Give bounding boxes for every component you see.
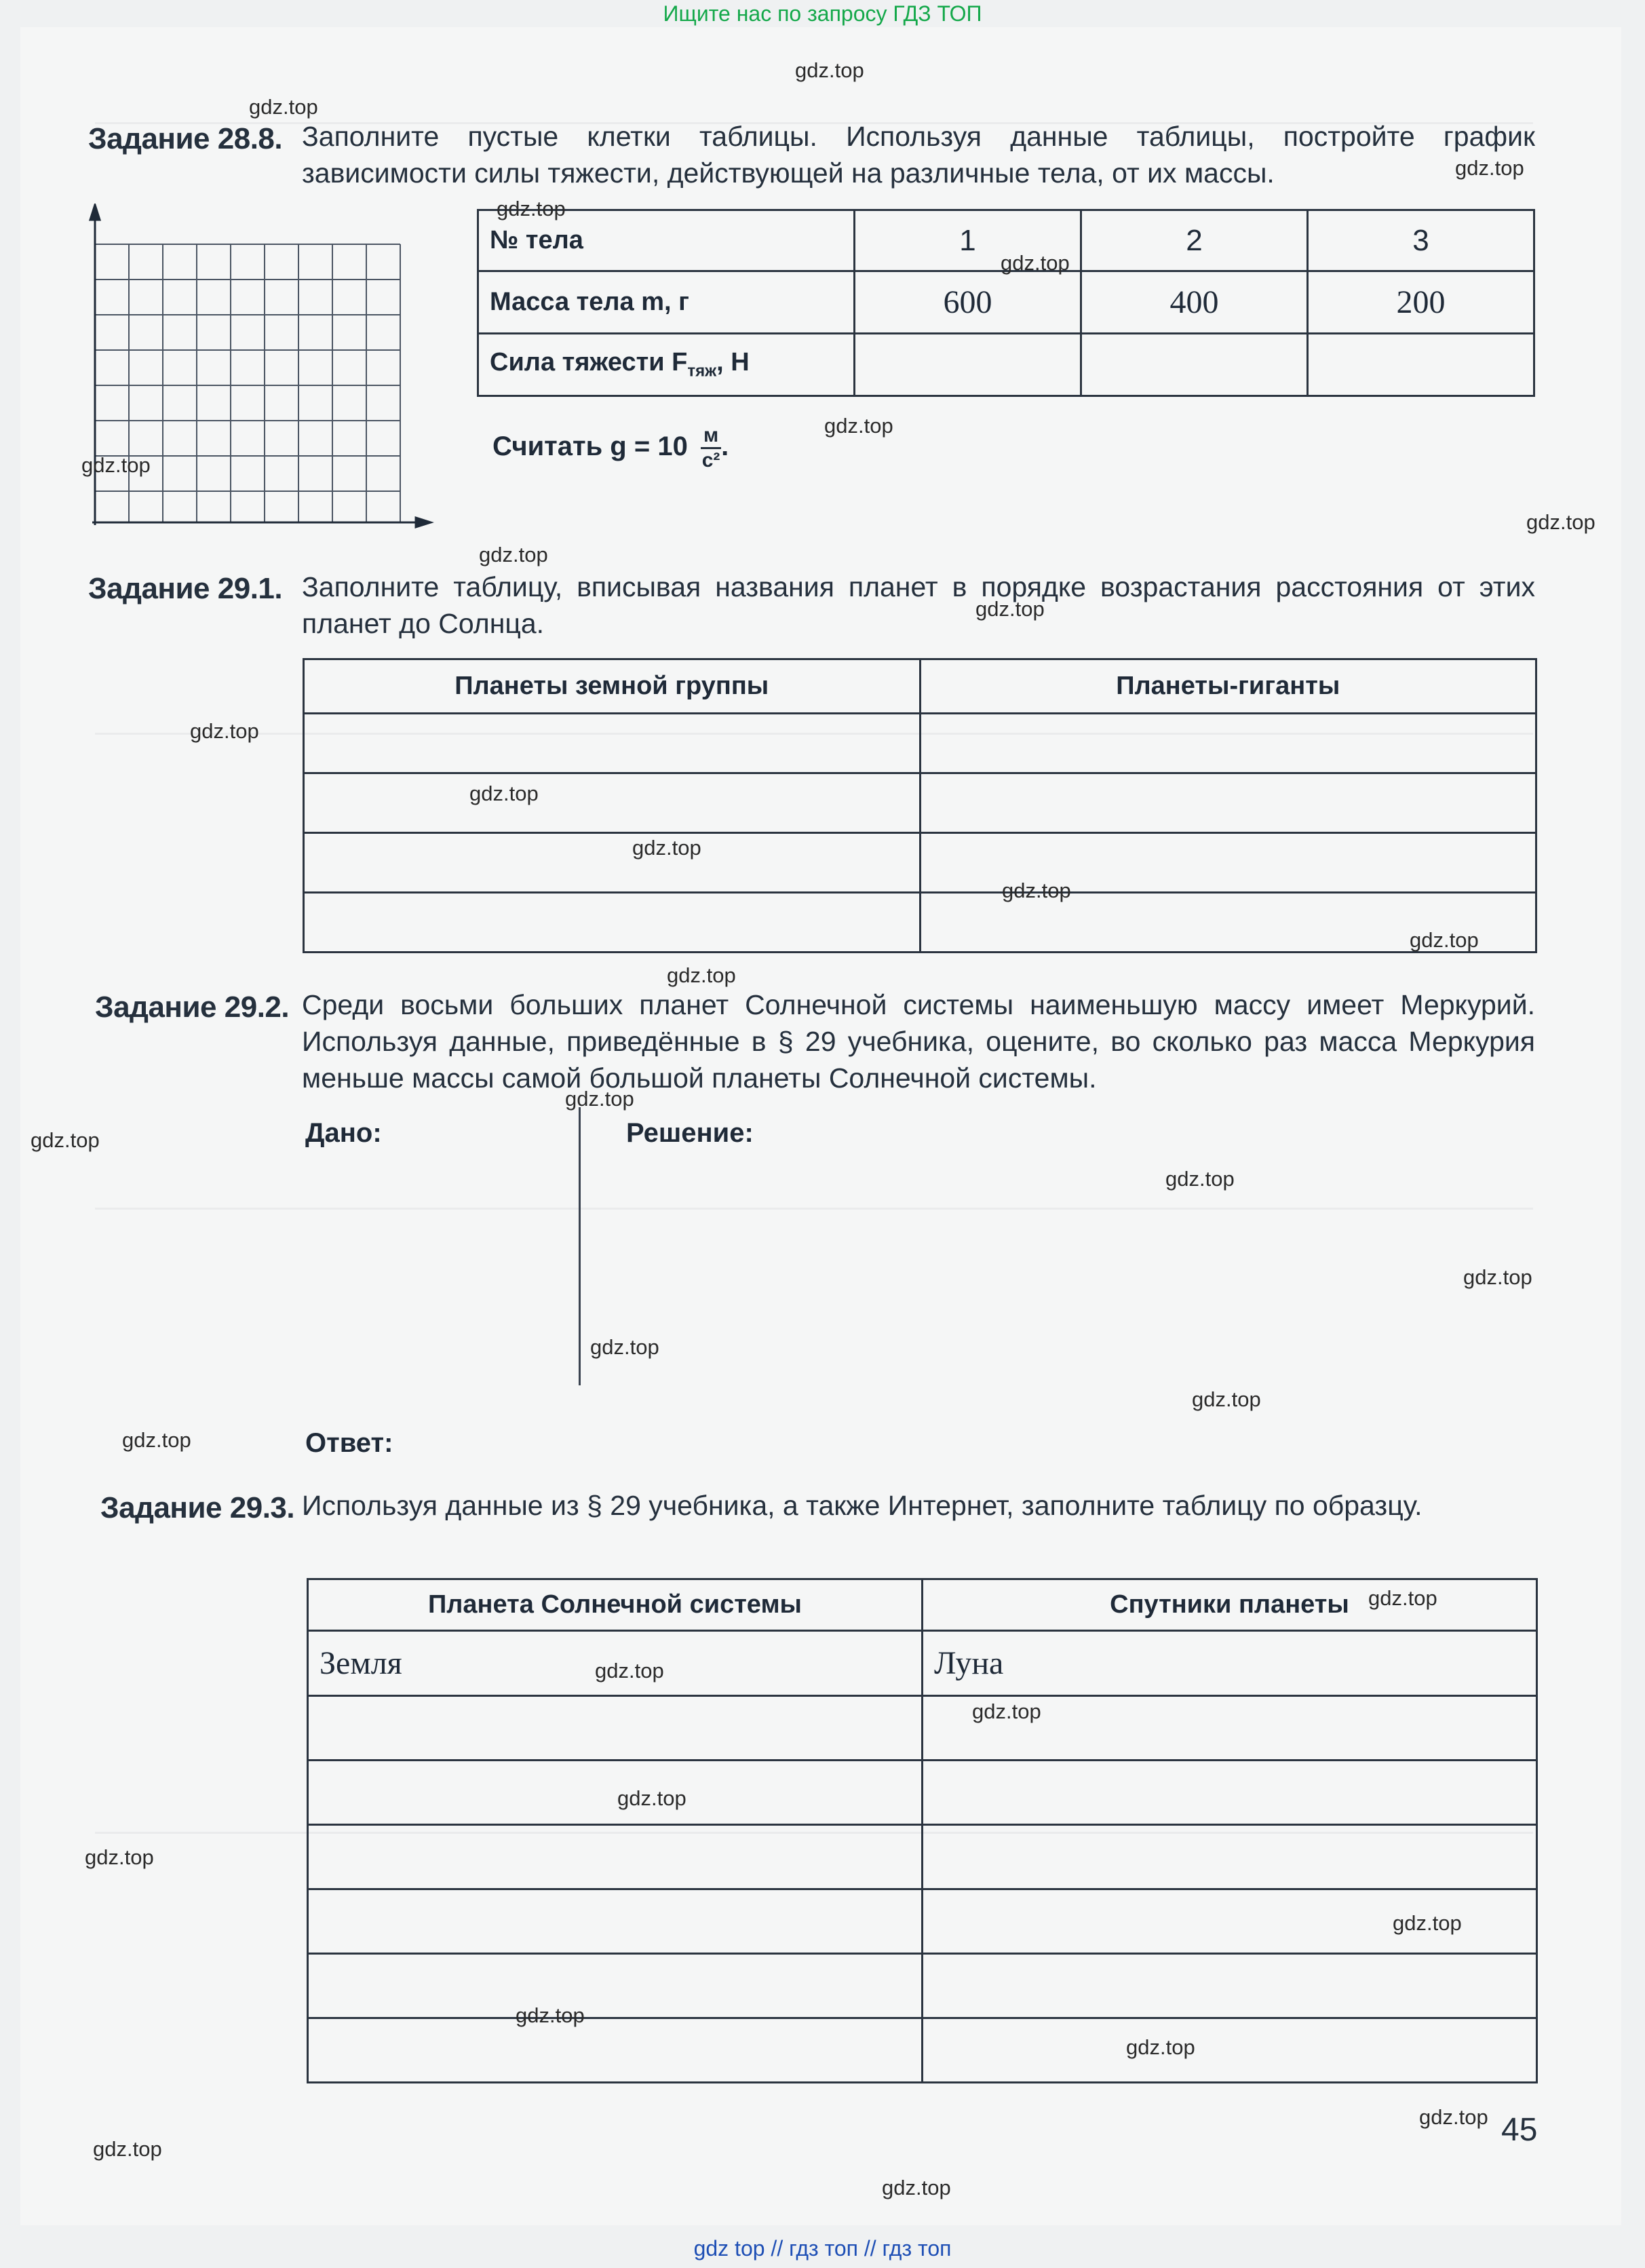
watermark: gdz.top <box>31 1128 100 1152</box>
mass-value-2[interactable]: 400 <box>1081 271 1308 334</box>
force-label-main: Сила тяжести F <box>490 348 688 377</box>
task-29-1-text: Заполните таблицу, вписывая названия планет в порядке возрастания расстояния от этих планет до Солнца. <box>302 571 1535 639</box>
task-29-2-text: Среди восьми больших планет Солнечной системы наименьшую массу имеет Меркурий. Используя данные, приведённые в § 29 учебника, оцените, во сколько раз масса Меркурия меньше массы самой большой планеты Солнечной системы. <box>302 989 1535 1094</box>
watermark: gdz.top <box>81 453 151 477</box>
task-28-8-text: Заполните пустые клетки таблицы. Используя данные таблицы, постройте график зависимости силы тяжести, действующей на различные тела, от их массы. <box>302 121 1535 189</box>
top-banner[interactable]: Ищите нас по запросу ГДЗ ТОП <box>663 1 982 26</box>
mass-force-table <box>477 209 1535 397</box>
watermark: gdz.top <box>565 1087 634 1111</box>
answer-label: Ответ: <box>305 1428 393 1458</box>
watermark: gdz.top <box>497 197 566 220</box>
watermark: gdz.top <box>85 1845 154 1869</box>
planets-cell[interactable] <box>304 714 921 773</box>
watermark: gdz.top <box>93 2137 162 2161</box>
gravity-note-numerator: м <box>701 424 721 449</box>
planets-header-giants: Планеты-гиганты <box>920 659 1536 714</box>
table-header-label: № тела <box>478 210 855 271</box>
force-value-3[interactable] <box>1308 334 1534 396</box>
mass-value-1[interactable]: 600 <box>855 271 1081 334</box>
satellites-cell[interactable] <box>308 1825 923 1889</box>
planets-cell[interactable] <box>304 833 921 893</box>
watermark: gdz.top <box>1165 1167 1235 1191</box>
task-29-1-label: Задание 29.1. <box>88 572 283 605</box>
planets-cell[interactable] <box>304 773 921 833</box>
watermark: gdz.top <box>1126 2035 1195 2059</box>
gravity-note-denominator: с² <box>701 449 720 472</box>
watermark: gdz.top <box>1455 156 1524 180</box>
planets-cell[interactable] <box>920 714 1536 773</box>
given-divider <box>579 1107 581 1385</box>
task-29-3-text: Используя данные из § 29 учебника, а также Интернет, заполните таблицу по образцу. <box>302 1490 1423 1521</box>
task-28-8-label: Задание 28.8. <box>88 122 283 155</box>
satellites-header-moons: Спутники планеты <box>923 1579 1537 1631</box>
satellites-header-planet: Планета Солнечной системы <box>308 1579 923 1631</box>
watermark: gdz.top <box>824 414 893 438</box>
given-label: Дано: <box>305 1118 382 1148</box>
gravity-note-prefix: Считать g = 10 <box>492 431 688 462</box>
satellites-example-moon: Луна <box>923 1631 1537 1696</box>
watermark: gdz.top <box>1002 879 1071 902</box>
watermark: gdz.top <box>975 597 1045 621</box>
planets-cell[interactable] <box>920 773 1536 833</box>
watermark: gdz.top <box>1368 1586 1437 1610</box>
satellites-cell[interactable] <box>923 1761 1537 1825</box>
watermark: gdz.top <box>972 1699 1041 1723</box>
page-number: 45 <box>1501 2112 1538 2148</box>
satellites-cell[interactable] <box>308 1889 923 1954</box>
watermark: gdz.top <box>190 719 259 743</box>
table-col-3: 3 <box>1308 210 1534 271</box>
satellites-cell[interactable] <box>923 2018 1537 2083</box>
table-col-2: 2 <box>1081 210 1308 271</box>
table-col-1: 1 <box>855 210 1081 271</box>
watermark: gdz.top <box>632 836 701 860</box>
satellites-cell[interactable] <box>308 1761 923 1825</box>
task-29-3-label: Задание 29.3. <box>100 1491 295 1524</box>
force-value-2[interactable] <box>1081 334 1308 396</box>
satellites-cell[interactable] <box>308 1696 923 1761</box>
watermark: gdz.top <box>1001 251 1070 275</box>
mass-value-3[interactable]: 200 <box>1308 271 1534 334</box>
gravity-note: Считать g = 10 м с² . <box>492 424 729 472</box>
watermark: gdz.top <box>516 2003 585 2027</box>
watermark: gdz.top <box>1463 1265 1532 1289</box>
watermark: gdz.top <box>595 1659 664 1683</box>
satellites-example-planet: Земля <box>308 1631 923 1696</box>
solution-label: Решение: <box>626 1118 754 1148</box>
watermark: gdz.top <box>1526 510 1595 534</box>
watermark: gdz.top <box>795 58 864 82</box>
graph-grid <box>81 204 434 536</box>
planets-header-terrestrial: Планеты земной группы <box>304 659 921 714</box>
watermark: gdz.top <box>469 782 539 805</box>
satellites-cell[interactable] <box>308 2018 923 2083</box>
force-value-1[interactable] <box>855 334 1081 396</box>
satellites-table <box>307 1578 1538 2083</box>
force-row-label <box>478 334 855 396</box>
watermark: gdz.top <box>249 95 318 119</box>
force-label-sub: тяж <box>687 362 717 381</box>
watermark: gdz.top <box>1410 928 1479 952</box>
watermark: gdz.top <box>882 2176 951 2199</box>
force-label-unit: , Н <box>716 348 750 377</box>
watermark: gdz.top <box>122 1428 191 1452</box>
watermark: gdz.top <box>667 963 736 987</box>
watermark: gdz.top <box>1393 1911 1462 1935</box>
watermark: gdz.top <box>590 1335 659 1359</box>
watermark: gdz.top <box>1419 2105 1488 2129</box>
satellites-cell[interactable] <box>923 1954 1537 2018</box>
planets-cell[interactable] <box>304 893 921 953</box>
watermark: gdz.top <box>617 1786 686 1810</box>
mass-row-label: Масса тела m, г <box>478 271 855 334</box>
task-29-2-label: Задание 29.2. <box>95 991 290 1024</box>
satellites-cell[interactable] <box>308 1954 923 2018</box>
satellites-cell[interactable] <box>923 1825 1537 1889</box>
watermark: gdz.top <box>479 543 548 566</box>
bottom-banner[interactable]: gdz top // гдз топ // гдз топ <box>693 2236 952 2261</box>
watermark: gdz.top <box>1192 1387 1261 1411</box>
